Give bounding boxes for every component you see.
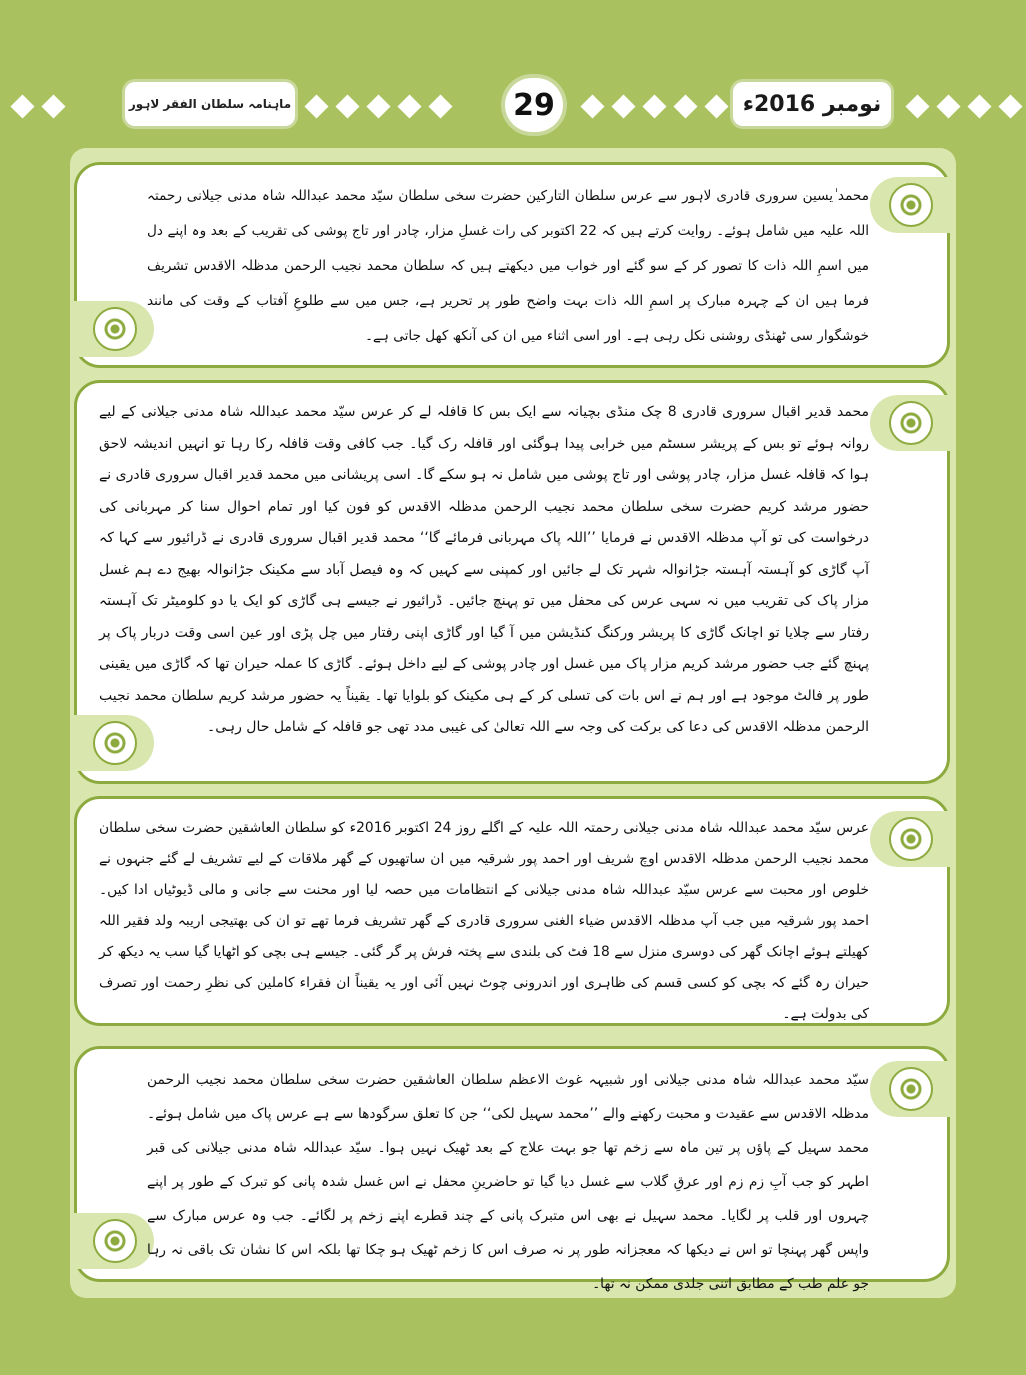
diamond-ornament-left [10,95,66,119]
article-section-3 [74,796,950,1026]
diamond-ornament-center-right [580,95,729,119]
flower-ornament-icon [93,307,137,351]
logo-text: ماہنامہ سلطان الفقر لاہور [128,97,292,111]
diamond-ornament-right [905,95,1023,119]
section-text: سیّد محمد عبداللہ شاہ مدنی جیلانی اور شبیہہ غوث الاعظم سلطان العاشقین حضرت سخی سلطان محمد نجیب الرحمن مدظلہ الاقدس سے عقیدت و محبت رکھنے والے ’’محمد سہیل لکی‘‘ جن کا تعلق سرگودھا سے ہے عرس پاک میں شامل ہوئے۔ محمد سہیل کے پاؤں پر تین ماہ سے زخم تھا جو بہت علاج کے بعد ٹھیک نہیں ہوا۔ سیّد عبداللہ شاہ مدنی جیلانی کی قبر اطہر کو جب آبِ زم زم اور عرقِ گلاب سے غسل دیا گیا تو حاضرینِ محفل نے اس غسل شدہ پانی کو تبرک کے طور پر اپنے چہروں اور قلب پر لگایا۔ محمد سہیل نے بھی اس متبرک پانی کے چند قطرے اپنے زخم پر لگائے۔ جب وہ عرس مبارک سے واپس گھر پہنچا تو اس نے دیکھا کہ معجزانہ طور پر نہ صرف اس کا زخم ٹھیک ہو چکا تھا بلکہ اس کا نشان تک باقی نہ رہا جو علم طب کے مطابق اتنی جلدی ممکن نہ تھا۔ [147,1072,869,1292]
article-section-1 [74,162,950,368]
flower-ornament-icon [889,401,933,445]
section-text: عرس سیّد محمد عبداللہ شاہ مدنی جیلانی رحمتہ اللہ علیہ کے اگلے روز 24 اکتوبر 2016ء کو سلطان العاشقین حضرت سخی سلطان محمد نجیب الرحمن مدظلہ الاقدس اوچ شریف اور احمد پور شرقیہ میں ان ساتھیوں کے گھر ملاقات کے لیے تشریف لے گئے جنہوں نے خلوص اور محبت سے عرس سیّد عبداللہ شاہ مدنی جیلانی کے انتظامات میں حصہ لیا اور محنت سے جانی و مالی ڈیوٹیاں ادا کیں۔ احمد پور شرقیہ میں جب آپ مدظلہ الاقدس ضیاء الغنی سروری قادری کے گھر تشریف فرما تھے تو ان کی بھتیجی اریبہ ولد فقیر اللہ کھیلتے ہوئے اچانک گھر کی دوسری منزل سے 18 فٹ کی بلندی سے پختہ فرش پر گر گئی۔ جیسے ہی بچی کو اٹھایا گیا سب یہ دیکھ کر حیران رہ گئے کہ بچی کو کسی قسم کی ظاہری اور اندرونی چوٹ نہیں آئی اور یہ یقیناً ان فقراء کاملین کی نظرِ رحمت اور تصرف کی بدولت ہے۔ [99,820,870,1022]
article-section-4 [74,1046,950,1292]
magazine-logo [125,82,295,126]
issue-date [733,82,891,126]
flower-ornament-icon [889,817,933,861]
page-header [0,78,1026,136]
article-section-2 [74,380,950,784]
flower-ornament-icon [889,1067,933,1111]
section-text: محمد ٰیسین سروری قادری لاہور سے عرس سلطان التارکین حضرت سخی سلطان سیّد محمد عبداللہ شاہ مدنی جیلانی رحمتہ اللہ علیہ میں شامل ہوئے۔ روایت کرتے ہیں کہ 22 اکتوبر کی رات غسلِ مزار، چادر اور تاج پوشی کی تقریب کے بعد وہ اپنے دل میں اسمِ اللہ ذات کا تصور کر کے سو گئے اور خواب میں دیکھتے ہیں کہ سلطان محمد نجیب الرحمن مدظلہ الاقدس تشریف فرما ہیں ان کے چہرہ مبارک پر اسمِ اللہ ذات بہت واضح طور پر تحریر ہے، جس میں سے طلوعِ آفتاب کے وقت کی مانند خوشگوار سی ٹھنڈی روشنی نکل رہی ہے۔ اور اسی اثناء میں ان کی آنکھ کھل جاتی ہے۔ [147,188,870,344]
section-text: محمد قدیر اقبال سروری قادری 8 چک منڈی بچیانہ سے ایک بس کا قافلہ لے کر عرس سیّد محمد عبداللہ شاہ مدنی جیلانی کے لیے روانہ ہوئے تو بس کے پریشر سسٹم میں خرابی پیدا ہوگئی اور قافلہ رک گیا۔ جب کافی وقت قافلہ رکا رہا تو انہیں اندیشہ لاحق ہوا کہ قافلہ غسل مزار، چادر پوشی اور تاج پوشی میں شامل نہ ہو سکے گا۔ اسی پریشانی میں محمد قدیر اقبال سروری قادری نے حضور مرشد کریم حضرت سخی سلطان محمد نجیب الرحمن مدظلہ الاقدس کو فون کیا اور تمام احوال سنا کر مہربانی کی درخواست کی تو آپ مدظلہ الاقدس نے فرمایا ’’اللہ پاک مہربانی فرمائے گا‘‘ محمد قدیر اقبال سروری قادری نے ڈرائیور سے کہا کہ آپ گاڑی کو آہستہ آہستہ جڑانوالہ شہر تک لے جائیں اور کمپنی سے کہیں کہ وہ فیصل آباد سے مکینک جڑانوالہ بھیج دے ہم غسل مزار پاک کی تقریب میں نہ سہی عرس کی محفل میں تو پہنچ جائیں۔ ڈرائیور نے جیسے ہی گاڑی کو ایک یا دو کلومیٹر تک آہستہ رفتار سے چلایا تو اچانک گاڑی کا پریشر ورکنگ کنڈیشن میں آ گیا اور گاڑی اپنی رفتار میں چل پڑی اور عین اسی وقت دربار پاک پر پہنچ گئے جب حضور مرشد کریم مزار پاک میں غسل اور چادر پوشی کے لیے داخل ہوئے۔ گاڑی کا عملہ حیران تھا کہ گاڑی میں یقینی طور پر فالٹ موجود ہے اور ہم نے اس بات کی تسلی کر کے ہی مکینک کو بلوایا تھا۔ یقیناً یہ حضور مرشد کریم سلطان محمد نجیب الرحمن مدظلہ الاقدس کی دعا کی برکت کی وجہ سے اللہ تعالیٰ کی غیبی مدد تھی جو قافلہ کے شامل حال رہی۔ [99,404,870,735]
page-number: 29 [505,78,563,132]
diamond-ornament-center-left [304,95,453,119]
issue-date-text: نومبر 2016ء [742,91,882,117]
flower-ornament-icon [93,1219,137,1263]
flower-ornament-icon [889,183,933,227]
